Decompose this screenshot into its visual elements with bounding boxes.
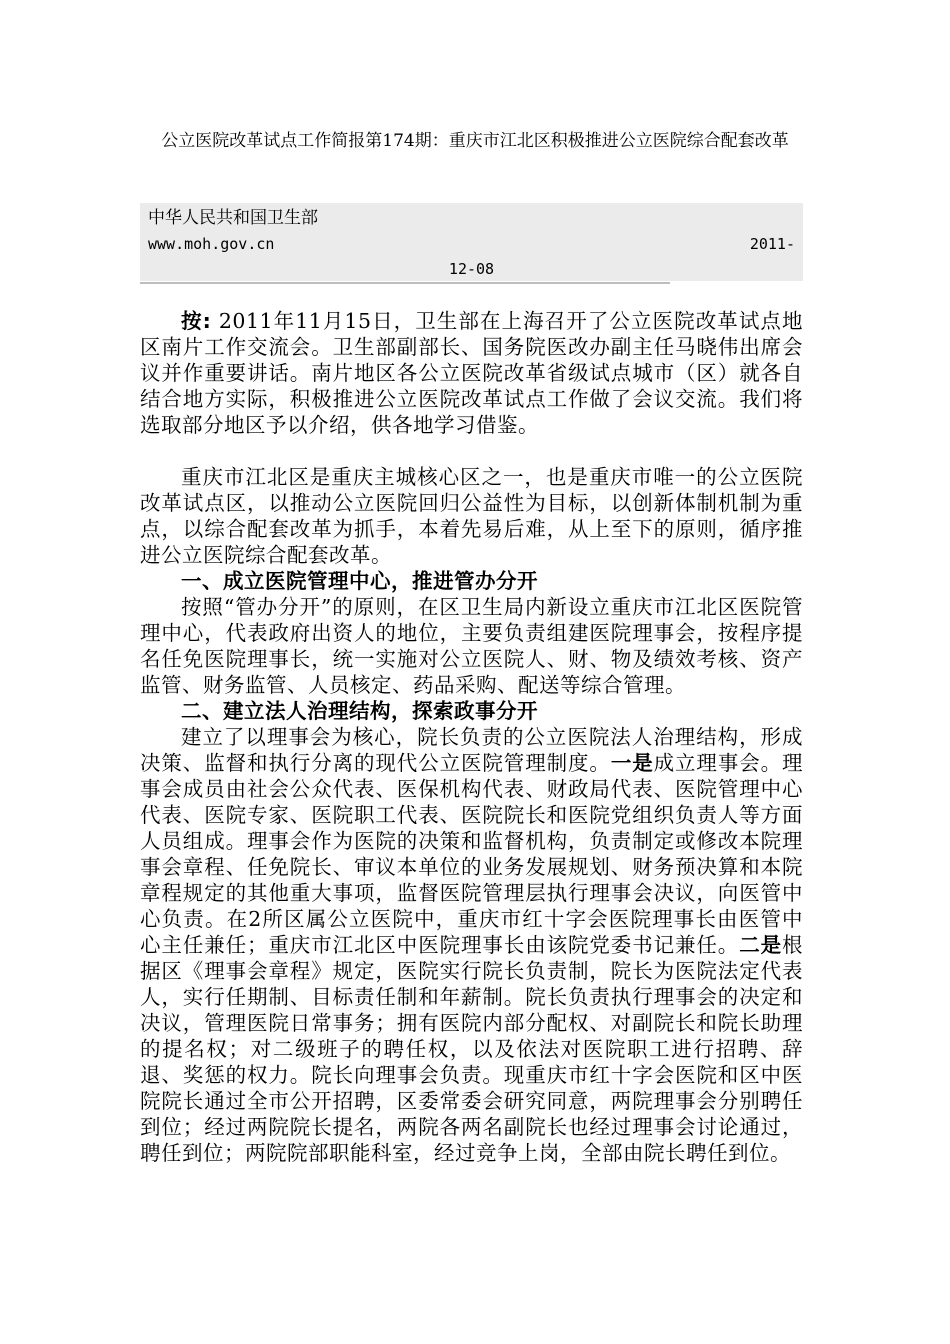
divider [140,282,670,284]
section-2-text-a: 建立了以理事会为核心，院长负责的公立医院法人治理结构，形成决策、监督和执行分离的现代公立医院管理制度。 [140,725,803,775]
section-2-lead-1: 一是 [610,751,654,775]
source-info-box [140,203,803,281]
section-1-paragraph: 按照“管办分开”的原则，在区卫生局内新设立重庆市江北区医院管理中心，代表政府出资人的地位，主要负责组建医院理事会，按程序提名任免医院理事长，统一实施对公立医院人、财、物及绩效考核、资产监管、财务监管、人员核定、药品采购、配送等综合管理。 [140,595,803,697]
article-body [140,308,803,1166]
section-2-paragraph [140,724,803,1166]
paragraph-spacer [140,438,803,464]
editor-note-text: 2011年11月15日，卫生部在上海召开了公立医院改革试点地区南片工作交流会。卫生部副部长、国务院医改办副主任马晓伟出席会议并作重要讲话。南片地区各公立医院改革省级试点城市（区）就各自结合地方实际，积极推进公立医院改革试点工作做了会议交流。我们将选取部分地区予以介绍，供各地学习借鉴。 [140,309,804,437]
document-title: 公立医院改革试点工作简报第174期：重庆市江北区积极推进公立医院综合配套改革 [161,131,789,151]
section-heading-2: 二、建立法人治理结构，探索政事分开 [181,699,538,723]
section-2-lead-2: 二是 [739,933,783,957]
source-organization: 中华人民共和国卫生部 [148,208,318,228]
editor-note-label: 按: [181,309,212,333]
publish-date-part2: 12-08 [448,260,495,278]
section-2-text-c: 根据区《理事会章程》规定，医院实行院长负责制，院长为医院法定代表人，实行任期制、目标责任制和年薪制。院长负责执行理事会的决定和决议，管理医院日常事务；拥有医院内部分配权、对副院长和院长助理的提名权；对二级班子的聘任权，以及依法对医院职工进行招聘、辞退、奖惩的权力。院长向理事会负责。现重庆市红十字会医院和区中医院院长通过全市公开招聘，区委常委会研究同意，两院理事会分别聘任到位；经过两院院长提名，两院各两名副院长也经过理事会讨论通过，聘任到位；两院院部职能科室，经过竞争上岗，全部由院长聘任到位。 [140,933,804,1165]
section-heading-1: 一、成立医院管理中心，推进管办分开 [181,569,538,593]
publish-date-part1: 2011- [749,235,795,253]
source-website-link[interactable]: www.moh.gov.cn [148,235,275,253]
editor-note-paragraph [140,308,803,438]
intro-paragraph: 重庆市江北区是重庆主城核心区之一，也是重庆市唯一的公立医院改革试点区，以推动公立医院回归公益性为目标，以创新体制机制为重点，以综合配套改革为抓手，本着先易后难，从上至下的原则，循序推进公立医院综合配套改革。 [140,465,803,567]
section-2-text-b: 成立理事会。理事会成员由社会公众代表、医保机构代表、财政局代表、医院管理中心代表、医院专家、医院职工代表、医院院长和医院党组织负责人等方面人员组成。理事会作为医院的决策和监督机构，负责制定或修改本院理事会章程、任免院长、审议本单位的业务发展规划、财务预决算和本院章程规定的其他重大事项，监督医院管理层执行理事会决议，向医管中心负责。在2所区属公立医院中，重庆市红十字会医院理事长由医管中心主任兼任；重庆市江北区中医院理事长由该院党委书记兼任。 [140,751,804,957]
